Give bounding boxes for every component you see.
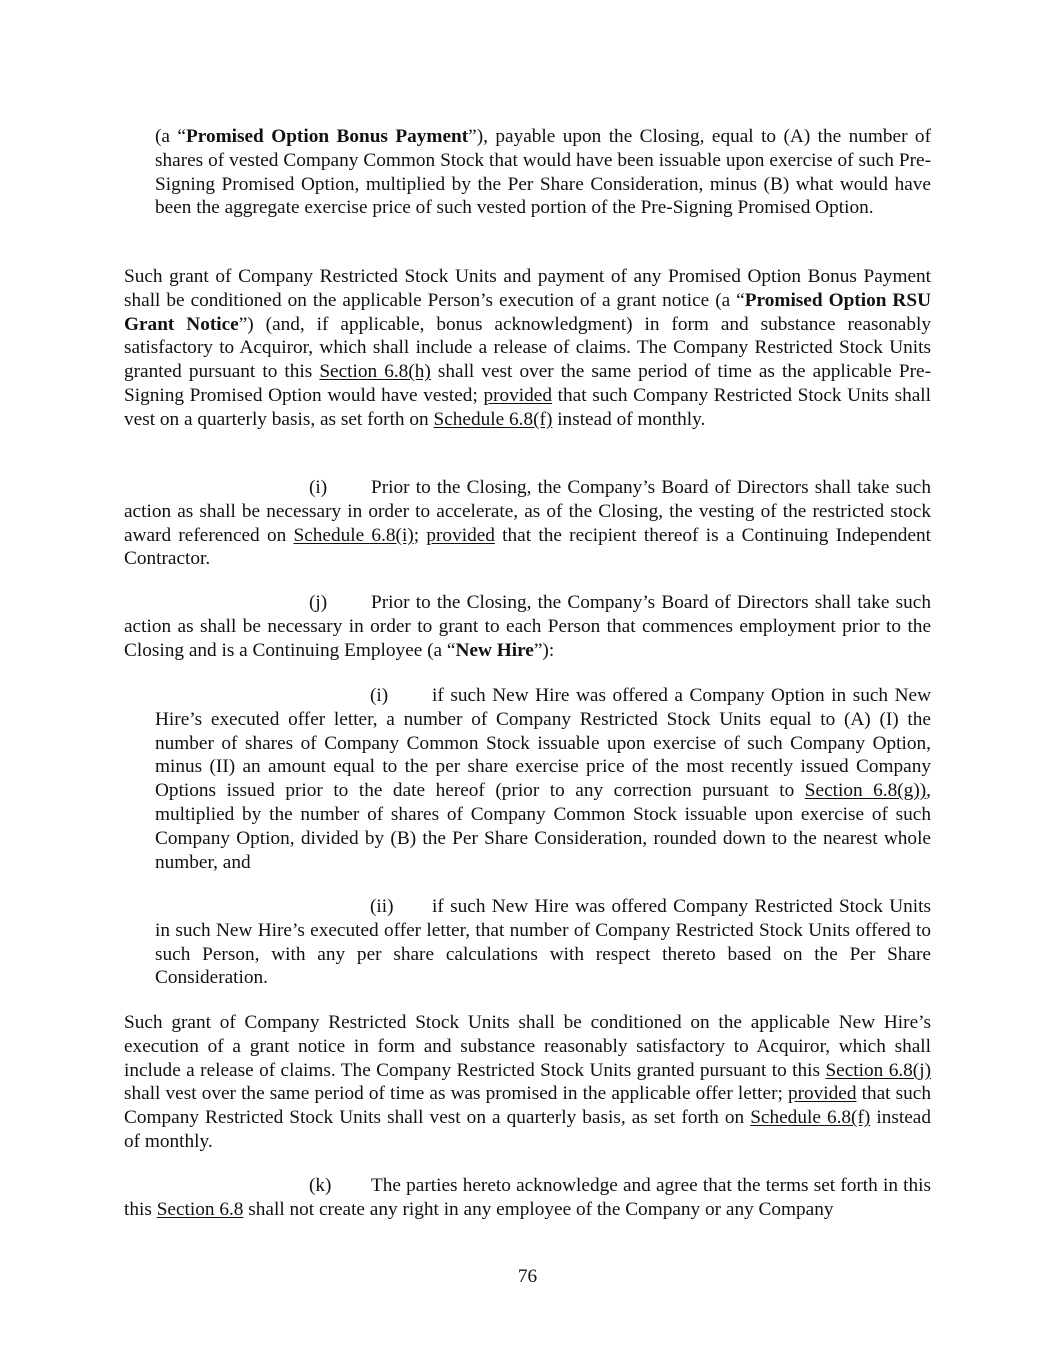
text-run: ”), payable upon the Closing, equal to (A) the number of shares of vested Company Common Stock that would have been issuable upon exercise of such Pre-Signing Promised Option, multiplied by the Per Share Consideration, minus (B) what would have been the aggregate exercise price of such vested portion of the Pre-Signing Promised Option. — [155, 126, 931, 219]
text-run: shall vest over the same period of time as was promised in the applicable offer letter; — [124, 1083, 788, 1105]
clause-label: (k) — [309, 1175, 332, 1196]
cross-reference: Schedule 6.8(i) — [293, 524, 414, 546]
cross-reference: Section 6.8 — [156, 1198, 244, 1220]
cross-reference: Section 6.8(g)) — [804, 780, 927, 802]
cross-reference: provided — [483, 384, 552, 406]
paragraph-clause-j — [124, 591, 931, 662]
text-run: , multiplied by the number of shares of Company Common Stock issuable upon exercise of such Company Option, divided by (B) the Per Share Consideration, rounded down to the nearest whole number, and — [155, 780, 931, 873]
text-run: instead of monthly. — [552, 408, 706, 430]
text-run: ”) (and, if applicable, bonus acknowledgment) in form and substance reasonably satisfactory to Acquiror, which shall include a release of claims. The Company Restricted Stock Units granted pursuant to this — [124, 313, 932, 383]
defined-term: Promised Option RSU Grant Notice — [124, 289, 931, 335]
text-run: instead of monthly. — [124, 1107, 931, 1152]
paragraph-clause-k — [124, 1174, 931, 1222]
cross-reference: Section 6.8(j) — [825, 1059, 931, 1081]
clause-label: (i) — [309, 477, 328, 498]
text-run: The parties hereto acknowledge and agree that the terms set forth in this this — [124, 1175, 931, 1220]
text-run: shall vest over the same period of time as the applicable Pre-Signing Promised Option would have vested; — [124, 361, 931, 406]
text-run: Such grant of Company Restricted Stock Units shall be conditioned on the applicable New Hire’s execution of a grant notice in form and substance reasonably satisfactory to Acquiror, which shall include a release of claims. The Company Restricted Stock Units granted pursuant to this — [124, 1012, 931, 1081]
defined-term: Promised Option Bonus Payment — [185, 126, 469, 147]
paragraph-rsu-grant-condition — [124, 265, 931, 432]
cross-reference: provided — [426, 524, 495, 546]
paragraph-promised-option-bonus-payment — [155, 125, 931, 220]
text-run: if such New Hire was offered a Company Option in such New Hire’s executed offer letter, a number of Company Restricted Stock Units equal to (A) (I) the number of shares of Company Common Stock issuable upon exercise of such Company Option, minus (II) an amount equal to the per share exercise price of the most recently issued Company Options issued prior to the date hereof (prior to any correction pursuant to — [155, 685, 931, 802]
page-number: 76 — [517, 1266, 538, 1287]
cross-reference: Schedule 6.8(f) — [750, 1107, 871, 1129]
paragraph-clause-j-ii — [155, 895, 931, 990]
text-run: (a “ — [155, 126, 186, 147]
paragraph-clause-j-i — [155, 684, 931, 874]
cross-reference: provided — [787, 1083, 857, 1105]
clause-label: (j) — [309, 592, 328, 613]
clause-label: (i) — [370, 685, 389, 706]
text-run: if such New Hire was offered Company Restricted Stock Units in such New Hire’s executed offer letter, that number of Company Restricted Stock Units offered to such Person, with any per share calculations with respect thereto based on the Per Share Consideration. — [155, 896, 931, 989]
text-run: Prior to the Closing, the Company’s Board of Directors shall take such action as shall be necessary in order to accelerate, as of the Closing, the vesting of the restricted stock award referenced on — [124, 477, 931, 546]
text-run: Such grant of Company Restricted Stock Units and payment of any Promised Option Bonus Payment shall be conditioned on the applicable Person’s execution of a grant notice (a “ — [124, 266, 931, 311]
paragraph-clause-i — [124, 476, 931, 571]
text-run: Prior to the Closing, the Company’s Board of Directors shall take such action as shall be necessary in order to grant to each Person that commences employment prior to the Closing and is a Continuing Employee (a “ — [124, 592, 931, 661]
text-run: ”): — [533, 639, 555, 661]
text-run: shall not create any right in any employee of the Company or any Company — [243, 1198, 834, 1220]
cross-reference: Schedule 6.8(f) — [433, 408, 553, 430]
defined-term: New Hire — [455, 639, 534, 661]
text-run: that the recipient thereof is a Continuing Independent Contractor. — [124, 524, 932, 570]
text-run: that such Company Restricted Stock Units shall vest on a quarterly basis, as set forth on — [124, 384, 931, 430]
text-run: ; — [413, 524, 427, 546]
paragraph-new-hire-grant-condition — [124, 1011, 931, 1154]
text-run: that such Company Restricted Stock Units shall vest on a quarterly basis, as set forth on — [124, 1083, 931, 1129]
cross-reference: Section 6.8(h) — [319, 361, 431, 383]
clause-label: (ii) — [370, 896, 394, 917]
